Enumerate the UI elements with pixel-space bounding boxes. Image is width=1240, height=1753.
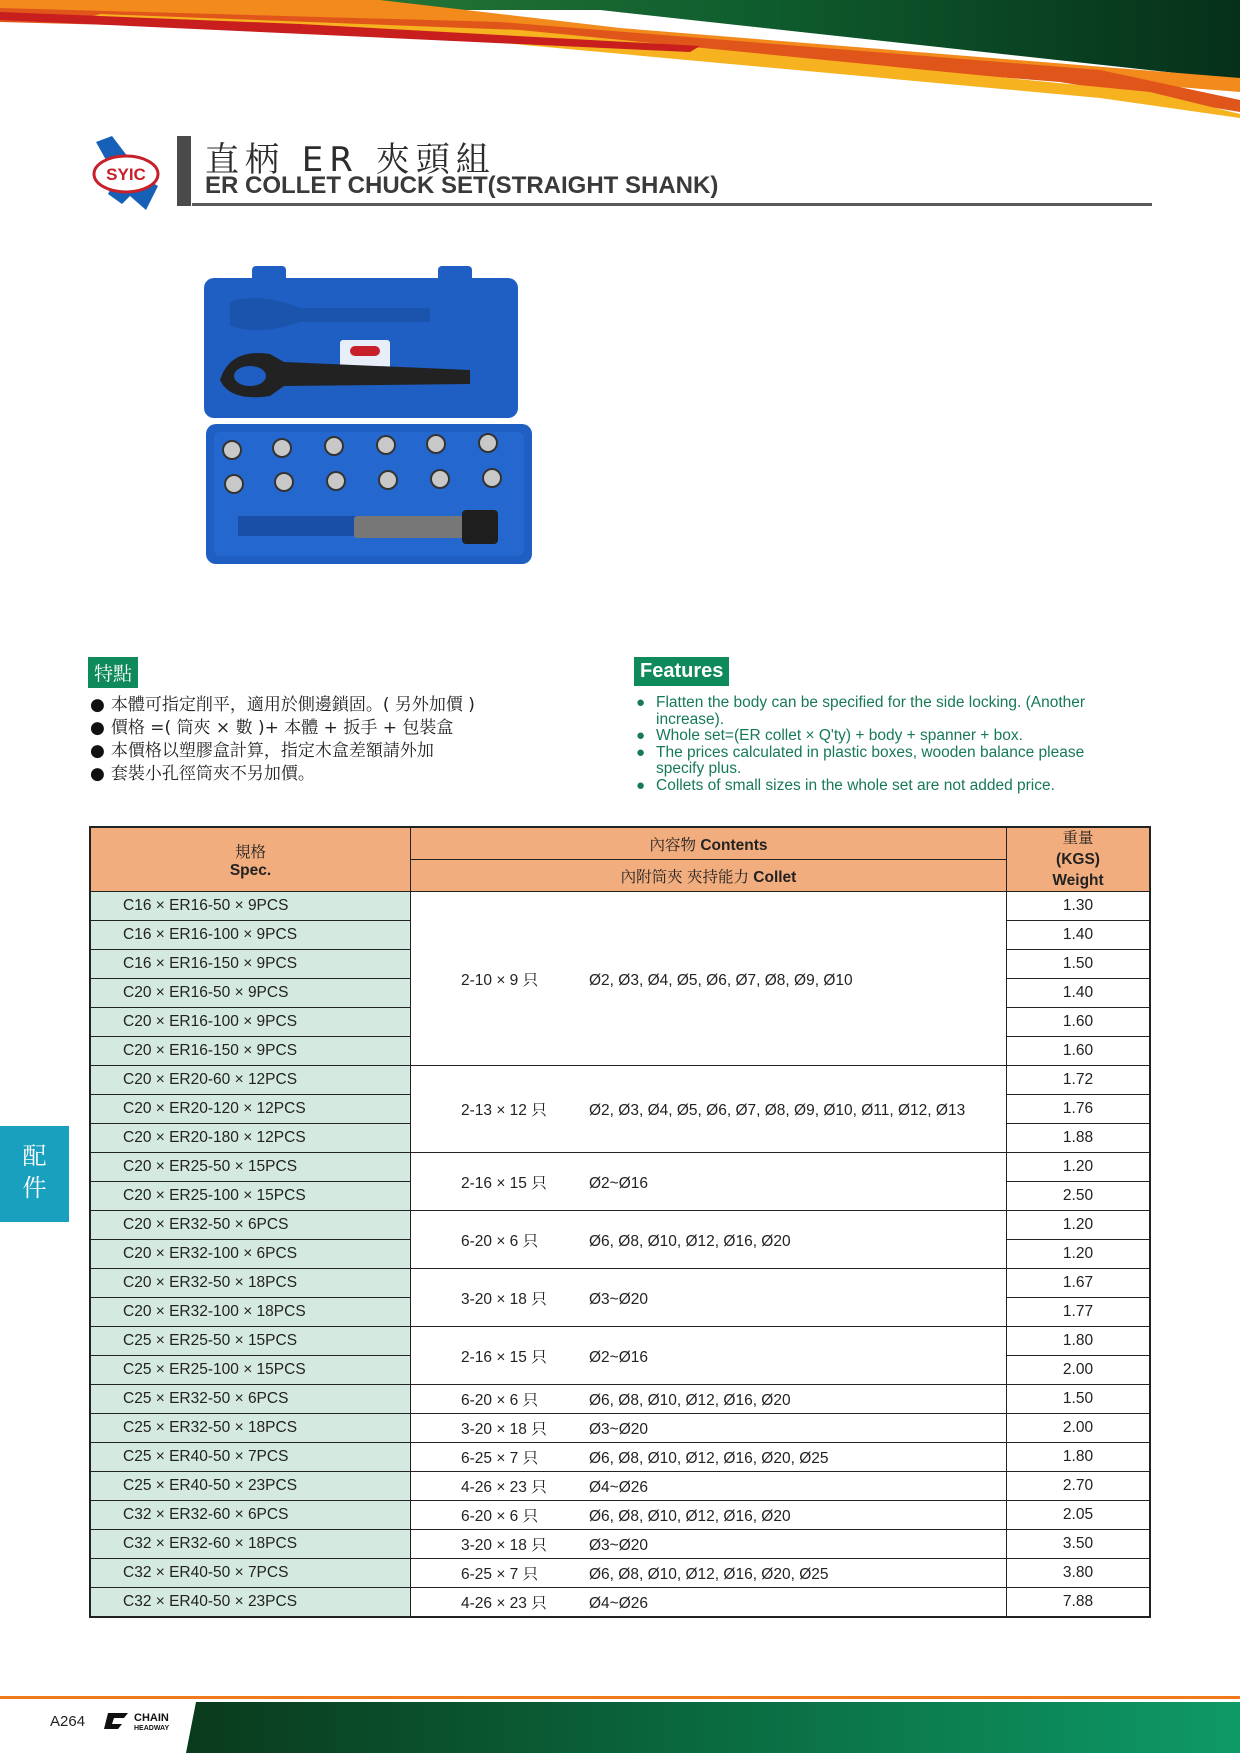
feature-item-en: ● Whole set=(ER collet × Q'ty) + body + spanner + box. <box>636 728 1136 745</box>
spec-cell: C25 × ER40-50 × 7PCS <box>90 1443 411 1472</box>
feature-text: 套裝小孔徑筒夾不另加價。 <box>110 764 315 784</box>
weight-cell: 3.50 <box>1007 1530 1151 1559</box>
collet-header <box>411 860 1007 892</box>
spec-cell: C32 × ER40-50 × 23PCS <box>90 1588 411 1618</box>
weight-cell: 1.60 <box>1007 1008 1151 1037</box>
spec-table <box>89 826 1151 1618</box>
spec-header <box>90 827 411 892</box>
weight-cell: 1.80 <box>1007 1327 1151 1356</box>
spec-cell: C25 × ER40-50 × 23PCS <box>90 1472 411 1501</box>
collet-qty: 3-20 × 18 只 <box>461 1421 547 1438</box>
spec-cell: C32 × ER40-50 × 7PCS <box>90 1559 411 1588</box>
collet-header-en: Collet <box>753 868 797 886</box>
collet-header-zh: 內附筒夾 夾持能力 <box>620 868 749 886</box>
features-heading-en: Features <box>634 657 729 686</box>
spec-cell: C20 × ER20-60 × 12PCS <box>90 1066 411 1095</box>
table-row <box>90 1559 1150 1588</box>
weight-cell: 2.00 <box>1007 1414 1151 1443</box>
collet-qty: 6-20 × 6 只 <box>461 1392 539 1409</box>
brand-line1: CHAIN <box>134 1712 169 1724</box>
table-row <box>90 1501 1150 1530</box>
feature-text: 本體可指定削平，適用於側邊鎖固。( 另外加價 ) <box>110 695 475 715</box>
collet-sizes: Ø3~Ø20 <box>589 1421 649 1438</box>
weight-cell: 1.60 <box>1007 1037 1151 1066</box>
feature-item-en: ● Collets of small sizes in the whole set are not added price. <box>636 778 1136 795</box>
spec-table-body <box>90 892 1150 1618</box>
feature-item-zh <box>90 740 475 763</box>
weight-cell: 7.88 <box>1007 1588 1151 1618</box>
collet-sizes: Ø3~Ø20 <box>589 1290 649 1308</box>
weight-header <box>1007 827 1151 892</box>
collet-sizes: Ø2~Ø16 <box>589 1348 649 1366</box>
spec-cell: C20 × ER16-50 × 9PCS <box>90 979 411 1008</box>
weight-cell: 1.67 <box>1007 1269 1151 1298</box>
chain-headway-logo <box>104 1709 188 1733</box>
collet-qty: 2-16 × 15 只 <box>461 1174 547 1192</box>
collet-sizes: Ø6, Ø8, Ø10, Ø12, Ø16, Ø20, Ø25 <box>589 1450 829 1467</box>
contents-cell <box>411 1269 1007 1327</box>
contents-cell <box>411 1385 1007 1414</box>
weight-cell: 1.30 <box>1007 892 1151 921</box>
contents-cell <box>411 1414 1007 1443</box>
weight-header-unit: (KGS) <box>1056 851 1100 868</box>
collet-sizes: Ø6, Ø8, Ø10, Ø12, Ø16, Ø20 <box>589 1508 791 1525</box>
contents-cell <box>411 1501 1007 1530</box>
collet-sizes: Ø4~Ø26 <box>589 1595 649 1612</box>
spec-cell: C20 × ER16-150 × 9PCS <box>90 1037 411 1066</box>
contents-cell <box>411 1472 1007 1501</box>
contents-cell <box>411 892 1007 1066</box>
weight-cell: 1.72 <box>1007 1066 1151 1095</box>
table-row <box>90 1327 1150 1356</box>
feature-text: 價格 =( 筒夾 × 數 )+ 本體 + 扳手 + 包裝盒 <box>110 718 454 738</box>
weight-cell: 1.80 <box>1007 1443 1151 1472</box>
spec-cell: C32 × ER32-60 × 6PCS <box>90 1501 411 1530</box>
collet-qty: 6-25 × 7 只 <box>461 1566 539 1583</box>
spec-cell: C20 × ER25-50 × 15PCS <box>90 1153 411 1182</box>
spec-cell: C20 × ER32-100 × 18PCS <box>90 1298 411 1327</box>
feature-item-zh <box>90 717 475 740</box>
contents-header-zh: 內容物 <box>649 836 697 854</box>
features-list-zh <box>90 694 475 786</box>
weight-cell: 1.20 <box>1007 1211 1151 1240</box>
weight-cell: 1.77 <box>1007 1298 1151 1327</box>
table-row <box>90 1385 1150 1414</box>
contents-cell <box>411 1153 1007 1211</box>
spec-header-zh: 規格 <box>234 843 266 861</box>
weight-header-zh: 重量 <box>1062 830 1094 847</box>
weight-cell: 1.50 <box>1007 1385 1151 1414</box>
collet-qty: 6-25 × 7 只 <box>461 1450 539 1467</box>
spec-cell: C20 × ER20-120 × 12PCS <box>90 1095 411 1124</box>
header-banner <box>0 0 1240 120</box>
collet-sizes: Ø2~Ø16 <box>589 1174 649 1192</box>
contents-cell <box>411 1588 1007 1618</box>
table-row <box>90 1269 1150 1298</box>
title-underline <box>192 203 1152 206</box>
weight-cell: 2.00 <box>1007 1356 1151 1385</box>
feature-text: 本價格以塑膠盒計算，指定木盒差額請外加 <box>110 741 434 761</box>
page-number: A264 <box>50 1713 86 1730</box>
spec-cell: C20 × ER25-100 × 15PCS <box>90 1182 411 1211</box>
spec-cell: C25 × ER32-50 × 6PCS <box>90 1385 411 1414</box>
table-row <box>90 1066 1150 1095</box>
collet-qty: 4-26 × 23 只 <box>461 1479 547 1496</box>
feature-item-en: ● The prices calculated in plastic boxes, wooden balance please specify plus. <box>636 745 1136 778</box>
spec-cell: C32 × ER32-60 × 18PCS <box>90 1530 411 1559</box>
weight-cell: 2.50 <box>1007 1182 1151 1211</box>
contents-cell <box>411 1559 1007 1588</box>
features-heading-zh: 特點 <box>88 657 138 688</box>
spec-cell: C16 × ER16-100 × 9PCS <box>90 921 411 950</box>
collet-qty: 2-10 × 9 只 <box>461 971 539 989</box>
collet-sizes: Ø2, Ø3, Ø4, Ø5, Ø6, Ø7, Ø8, Ø9, Ø10 <box>589 971 853 989</box>
collet-qty: 4-26 × 23 只 <box>461 1595 547 1612</box>
weight-cell: 1.20 <box>1007 1153 1151 1182</box>
weight-header-en: Weight <box>1052 872 1104 889</box>
spec-cell: C20 × ER16-100 × 9PCS <box>90 1008 411 1037</box>
product-image <box>200 262 540 572</box>
collet-sizes: Ø6, Ø8, Ø10, Ø12, Ø16, Ø20, Ø25 <box>589 1566 829 1583</box>
collet-sizes: Ø6, Ø8, Ø10, Ø12, Ø16, Ø20 <box>589 1392 791 1409</box>
spec-cell: C16 × ER16-150 × 9PCS <box>90 950 411 979</box>
contents-cell <box>411 1443 1007 1472</box>
contents-header-en: Contents <box>700 836 768 854</box>
collet-qty: 6-20 × 6 只 <box>461 1232 539 1250</box>
weight-cell: 1.76 <box>1007 1095 1151 1124</box>
spec-cell: C25 × ER25-50 × 15PCS <box>90 1327 411 1356</box>
spec-cell: C20 × ER32-50 × 18PCS <box>90 1269 411 1298</box>
side-tab-char: 配 <box>22 1142 47 1170</box>
spec-cell: C16 × ER16-50 × 9PCS <box>90 892 411 921</box>
collet-sizes: Ø6, Ø8, Ø10, Ø12, Ø16, Ø20 <box>589 1232 791 1250</box>
collet-qty: 2-13 × 12 只 <box>461 1102 547 1119</box>
collet-qty: 3-20 × 18 只 <box>461 1290 547 1308</box>
spec-cell: C20 × ER32-50 × 6PCS <box>90 1211 411 1240</box>
brand-line2: HEADWAY <box>134 1725 170 1732</box>
side-tab-char: 件 <box>22 1174 47 1202</box>
feature-item-zh <box>90 763 475 786</box>
table-row <box>90 1443 1150 1472</box>
syic-logo <box>86 134 166 214</box>
weight-cell: 3.80 <box>1007 1559 1151 1588</box>
contents-cell <box>411 1211 1007 1269</box>
contents-header <box>411 827 1007 860</box>
spec-cell: C25 × ER32-50 × 18PCS <box>90 1414 411 1443</box>
collet-qty: 2-16 × 15 只 <box>461 1348 547 1366</box>
collet-qty: 3-20 × 18 只 <box>461 1537 547 1554</box>
features-list-en <box>636 695 1136 794</box>
table-row <box>90 1472 1150 1501</box>
collet-sizes: Ø4~Ø26 <box>589 1479 649 1496</box>
feature-item-zh <box>90 694 475 717</box>
page-title-zh: 直柄 ER 夾頭組 <box>205 140 496 180</box>
title-accent-bar <box>177 136 191 206</box>
feature-item-en: ● Flatten the body can be specified for the side locking. (Another increase). <box>636 695 1136 728</box>
table-row <box>90 892 1150 921</box>
spec-cell: C25 × ER25-100 × 15PCS <box>90 1356 411 1385</box>
page-title-en: ER COLLET CHUCK SET(STRAIGHT SHANK) <box>205 172 719 199</box>
table-row <box>90 1414 1150 1443</box>
logo-text: SYIC <box>106 165 146 184</box>
weight-cell: 1.88 <box>1007 1124 1151 1153</box>
section-side-tab <box>0 1126 69 1222</box>
weight-cell: 2.05 <box>1007 1501 1151 1530</box>
weight-cell: 1.50 <box>1007 950 1151 979</box>
contents-cell <box>411 1327 1007 1385</box>
contents-cell <box>411 1066 1007 1153</box>
table-row <box>90 1153 1150 1182</box>
weight-cell: 1.40 <box>1007 979 1151 1008</box>
spec-header-en: Spec. <box>229 861 272 879</box>
weight-cell: 1.20 <box>1007 1240 1151 1269</box>
collet-sizes: Ø2, Ø3, Ø4, Ø5, Ø6, Ø7, Ø8, Ø9, Ø10, Ø11, Ø12, Ø13 <box>589 1102 966 1119</box>
spec-cell: C20 × ER20-180 × 12PCS <box>90 1124 411 1153</box>
table-row <box>90 1530 1150 1559</box>
table-row <box>90 1211 1150 1240</box>
spec-cell: C20 × ER32-100 × 6PCS <box>90 1240 411 1269</box>
table-row <box>90 1588 1150 1618</box>
contents-cell <box>411 1530 1007 1559</box>
weight-cell: 2.70 <box>1007 1472 1151 1501</box>
collet-sizes: Ø3~Ø20 <box>589 1537 649 1554</box>
weight-cell: 1.40 <box>1007 921 1151 950</box>
collet-qty: 6-20 × 6 只 <box>461 1508 539 1525</box>
